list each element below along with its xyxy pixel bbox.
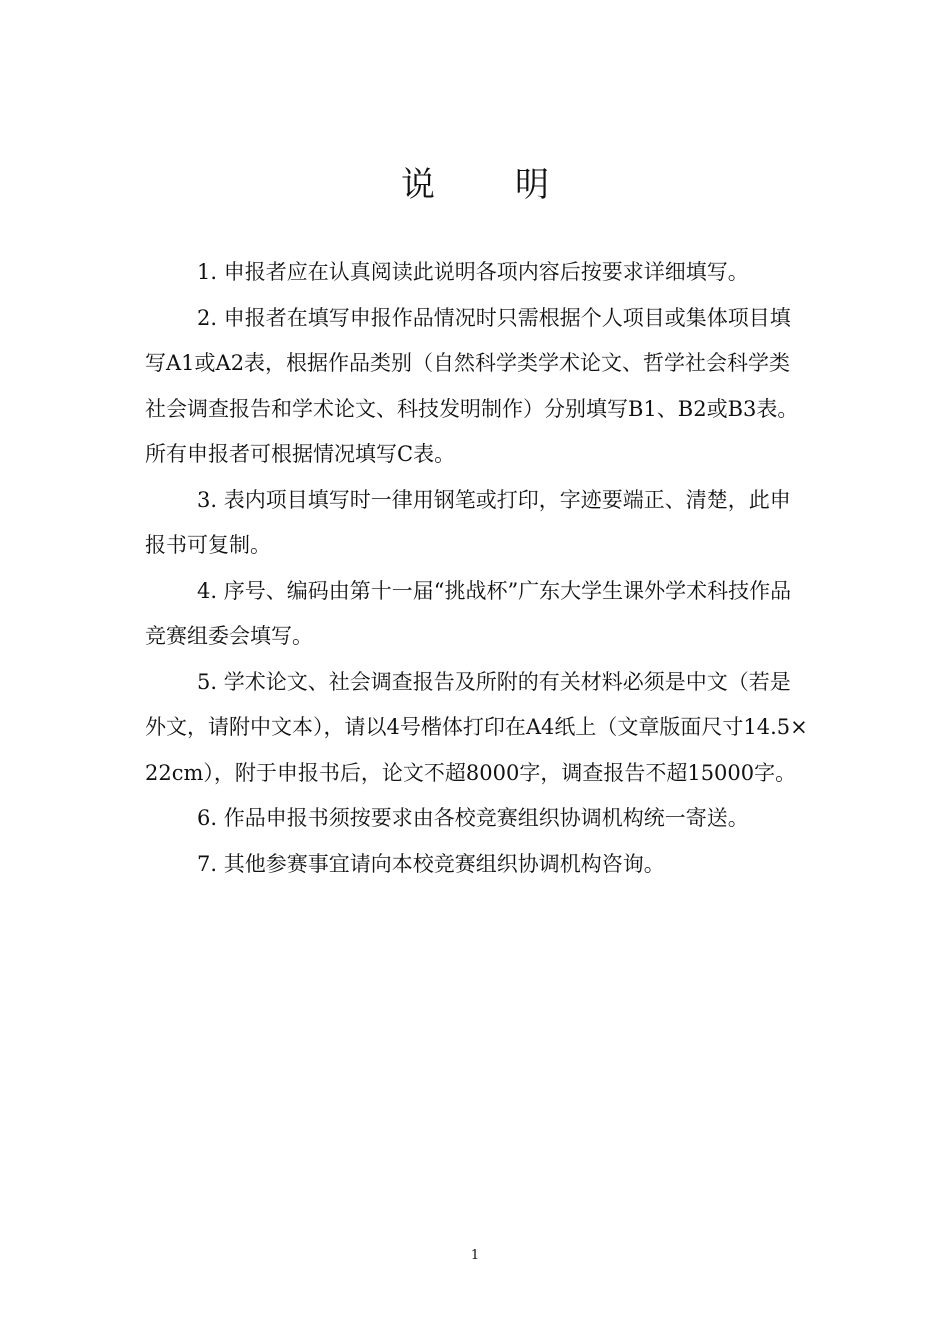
page-number: 1 bbox=[470, 1248, 480, 1263]
instruction-paragraph-3: 3. 表内项目填写时一律用钢笔或打印，字迹要端正、清楚，此申报书可复制。 bbox=[145, 487, 791, 557]
page-title-char-2: 明 bbox=[515, 165, 549, 205]
instructions-body bbox=[145, 250, 810, 887]
instruction-paragraph-1: 1. 申报者应在认真阅读此说明各项内容后按要求详细填写。 bbox=[197, 260, 749, 284]
page-title bbox=[0, 160, 950, 210]
instruction-paragraph-5: 5. 学术论文、社会调查报告及所附的有关材料必须是中文（若是外文，请附中文本），请以4号楷体打印在A4纸上（文章版面尺寸14.5×22cm），附于申报书后，论文不超8000字，调查报告不超15000字。 bbox=[145, 669, 808, 785]
page-title-char-1: 说 bbox=[401, 165, 435, 205]
instruction-paragraph-4: 4. 序号、编码由第十一届“挑战杯”广东大学生课外学术科技作品竞赛组委会填写。 bbox=[145, 578, 792, 648]
instruction-paragraph-6: 6. 作品申报书须按要求由各校竞赛组织协调机构统一寄送。 bbox=[197, 806, 749, 830]
instruction-paragraph-2: 2. 申报者在填写申报作品情况时只需根据个人项目或集体项目填写A1或A2表，根据作品类别（自然科学类学术论文、哲学社会科学类社会调查报告和学术论文、科技发明制作）分别填写B1、B2或B3表。所有申报者可根据情况填写C表。 bbox=[145, 305, 799, 466]
instruction-paragraph-7: 7. 其他参赛事宜请向本校竞赛组织协调机构咨询。 bbox=[197, 851, 665, 876]
